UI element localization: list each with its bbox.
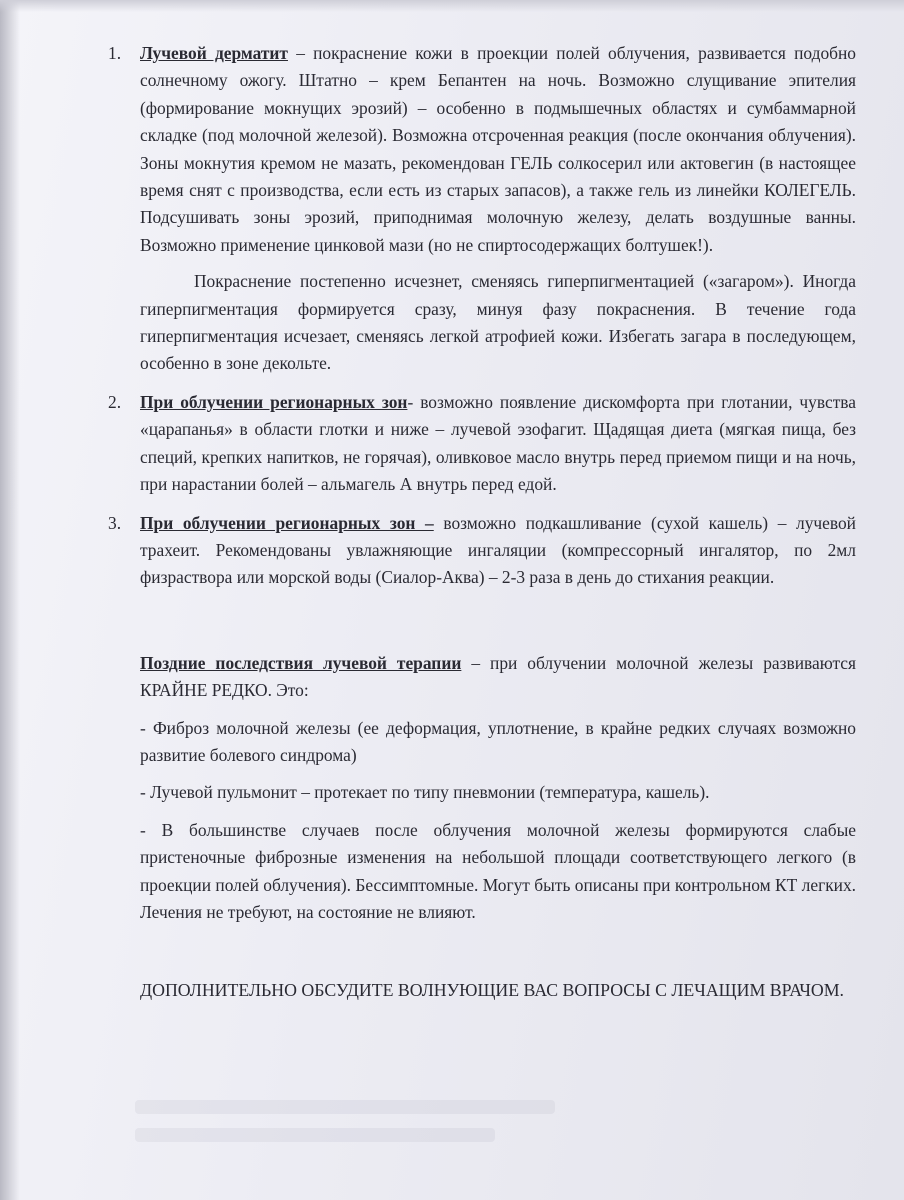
late-effects-intro: – при облучении молочной железы развиваются КРАЙНЕ РЕДКО. Это: xyxy=(140,652,857,701)
item-continuation: Покраснение постепенно исчезнет, сменяясь гиперпигментацией («загаром»). Иногда гиперпигментация формируется сразу, минуя фазу покраснения. В течение года гиперпигментация исчезает, сменяясь легкой атрофией кожи. Избегать загара в последующем, особенно в зоне декольте. xyxy=(140,271,856,374)
item-paragraph xyxy=(140,510,856,592)
item-title: При облучении регионарных зон xyxy=(140,391,408,412)
item-text: возможно подкашливание (сухой кашель) – лучевой трахеит. Рекомендованы увлажняющие ингаляции (компрессорный ингалятор, по 2мл физраствора или морской воды (Сиалор-Аква) – 2-3 раза в день до стихания реакции. xyxy=(140,512,856,588)
late-effect-fibrosis: - Фиброз молочной железы (ее деформация, уплотнение, в крайне редких случаях возможно развитие болевого синдрома) xyxy=(140,717,856,765)
item-text: – покраснение кожи в проекции полей облучения, развивается подобно солнечному ожогу. Штатно – крем Бепантен на ночь. Возможно слущивание эпителия (формирование мокнущих эрозий) – особенно в подмышечных областях и сумбаммарной складке (под молочной железой). Возможна отсроченная реакция (после окончания облучения). Зоны мокнутия кремом не мазать, рекомендован ГЕЛЬ солкосерил или актовегин (в настоящее время снят с производства, если есть из старых запасов), а также гель из линейки КОЛЕГЕЛЬ. Подсушивать зоны эрозий, приподнимая молочную железу, делать воздушные ванны. Возможно применение цинковой мази (но не спиртосодержащих болтушек!). xyxy=(140,43,856,255)
show-through-text xyxy=(135,1128,495,1142)
late-effect-pneumonitis: - Лучевой пульмонит – протекает по типу пневмонии (температура, кашель). xyxy=(140,782,710,803)
item-title: Лучевой дерматит xyxy=(140,43,288,63)
item-text: - возможно появление дискомфорта при глотании, чувства «царапанья» в области глотки и ниже – лучевой эзофагит. Щадящая диета (мягкая пища, без специй, крепких напитков, не горячая), оливковое масло внутрь перед приемом пищи и на ночь, при нарастании болей – альмагель А внутрь перед едой. xyxy=(140,391,857,495)
item-paragraph xyxy=(140,40,856,259)
item-number: 2. xyxy=(108,391,122,412)
item-number: 3. xyxy=(108,512,122,533)
list-item-dermatitis xyxy=(108,40,856,378)
item-title: При облучении регионарных зон – xyxy=(140,512,434,533)
show-through-text xyxy=(135,1100,555,1114)
page-top-shadow xyxy=(0,0,904,12)
document-body xyxy=(108,40,856,1007)
item-number: 1. xyxy=(108,43,122,63)
page-edge-shadow xyxy=(0,0,20,1200)
late-effects-heading xyxy=(108,650,856,705)
list-item-esophagitis xyxy=(108,389,856,499)
closing-note: ДОПОЛНИТЕЛЬНО ОБСУДИТЕ ВОЛНУЮЩИЕ ВАС ВОПРОСЫ С ЛЕЧАЩИМ ВРАЧОМ. xyxy=(140,980,844,1001)
item-paragraph xyxy=(140,389,856,499)
late-effect-fibrotic-changes: - В большинстве случаев после облучения молочной железы формируются слабые пристеночные фиброзные изменения на небольшой площади соответствующего легкого (в проекции полей облучения). Бессимптомные. Могут быть описаны при контрольном КТ легких. Лечения не требуют, на состояние не влияют. xyxy=(140,819,856,922)
late-effects-title: Поздние последствия лучевой терапии xyxy=(140,652,462,673)
list-item-tracheitis xyxy=(108,510,856,592)
